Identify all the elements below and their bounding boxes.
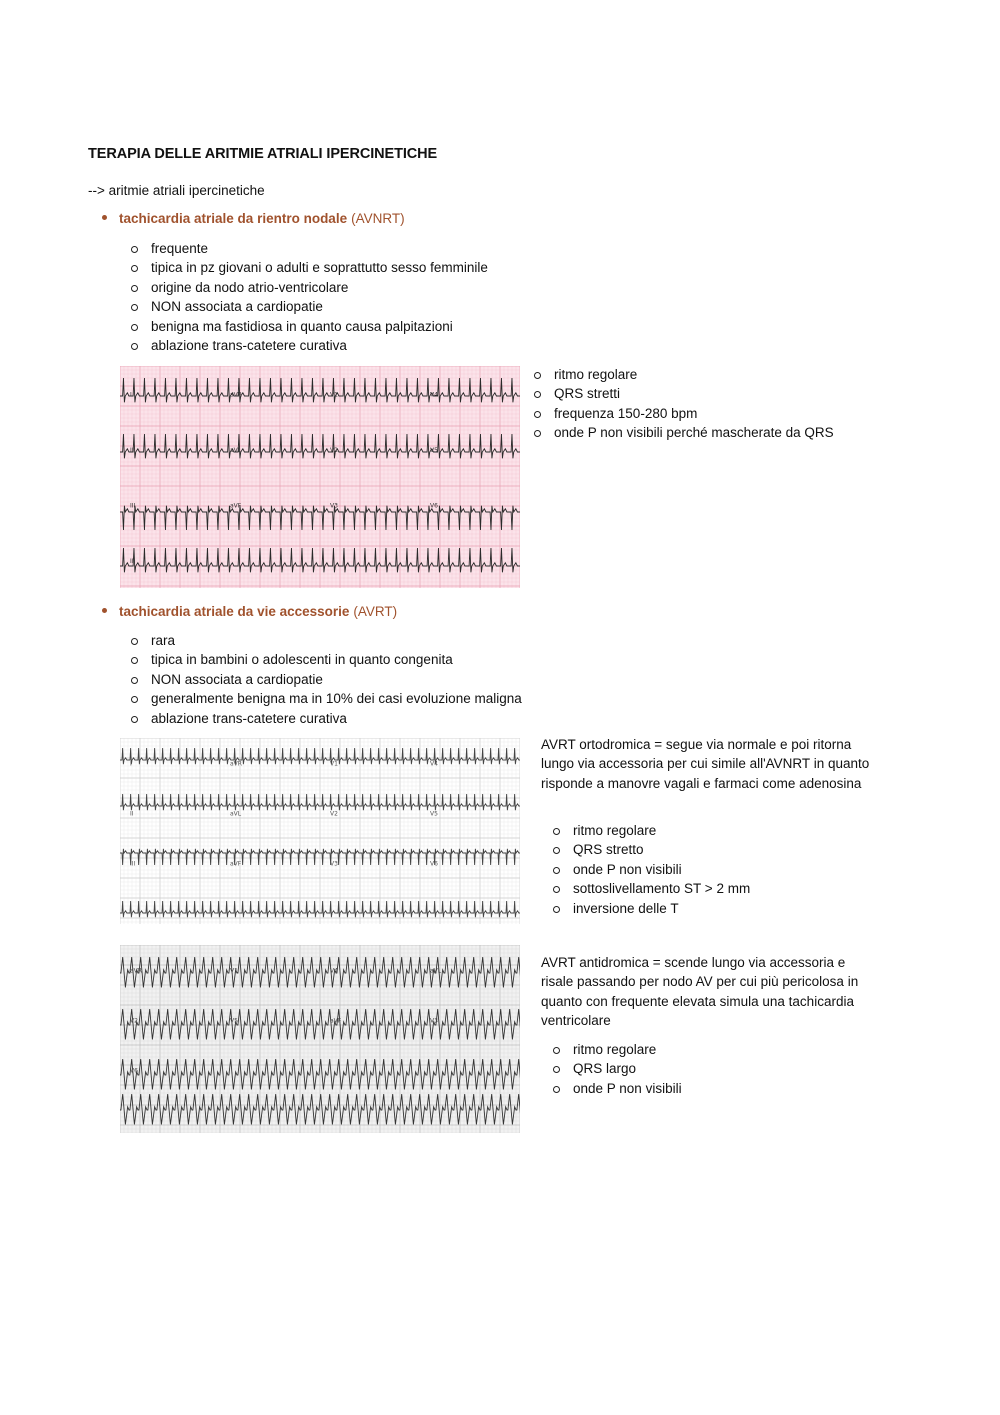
list-item: ritmo regolare xyxy=(534,365,834,384)
ecg-avrt-anti-image xyxy=(120,945,520,1133)
avnrt-list xyxy=(131,239,488,355)
section-avrt-heading xyxy=(102,604,397,619)
ecg-lead-label: V6 xyxy=(430,860,438,868)
list-item: ritmo regolare xyxy=(553,821,750,840)
list-item: generalmente benigna ma in 10% dei casi evoluzione maligna xyxy=(131,689,522,708)
ecg-lead-label: V2 xyxy=(330,810,338,818)
list-item: tipica in pz giovani o adulti e soprattutto sesso femminile xyxy=(131,258,488,277)
section-heading-text: tachicardia atriale da rientro nodale xyxy=(119,211,348,226)
ecg-lead-label: II xyxy=(130,810,134,818)
ecg-lead-label: V3 xyxy=(330,502,338,510)
list-item: QRS largo xyxy=(553,1059,682,1078)
ecg-lead-label: V5 xyxy=(430,447,438,455)
ecg-lead-label: V4 xyxy=(430,760,438,768)
list-item: frequente xyxy=(131,239,488,258)
page-title: TERAPIA DELLE ARITMIE ATRIALI IPERCINETICHE xyxy=(88,146,438,162)
intro-line: --> aritmie atriali ipercinetiche xyxy=(88,183,265,198)
ecg-lead-label: V4 xyxy=(430,391,438,399)
list-item: onde P non visibili perché mascherate da QRS xyxy=(534,423,834,442)
ecg-lead-label: V4 xyxy=(330,967,338,975)
list-item: benigna ma fastidiosa in quanto causa palpitazioni xyxy=(131,317,488,336)
ecg-lead-label: V5 xyxy=(230,1017,238,1025)
ecg-lead-label: V1 xyxy=(330,391,338,399)
ecg-lead-label: aVF xyxy=(230,860,242,868)
bullet-icon xyxy=(102,608,107,613)
ecg-grid xyxy=(120,738,520,924)
ecg-lead-label: aVL xyxy=(430,967,442,975)
ecg-lead-label: V6 xyxy=(430,502,438,510)
ecg-lead-label: III xyxy=(130,860,136,868)
list-item: onde P non visibili xyxy=(553,860,750,879)
ecg-avnrt-image xyxy=(120,366,520,588)
ecg-lead-label: II xyxy=(130,447,134,455)
list-item: NON associata a cardiopatie xyxy=(131,670,522,689)
ecg-lead-label: V3 xyxy=(330,860,338,868)
section-heading-text: tachicardia atriale da vie accessorie xyxy=(119,604,350,619)
ecg-lead-label: III xyxy=(130,502,136,510)
list-item: sottoslivellamento ST > 2 mm xyxy=(553,879,750,898)
bullet-icon xyxy=(102,215,107,220)
ecg-avrt-ortho-image xyxy=(120,738,520,924)
ecg-lead-label: aVL xyxy=(230,810,242,818)
ecg-lead-label: V5 xyxy=(430,810,438,818)
list-item: ablazione trans-catetere curativa xyxy=(131,709,522,728)
section-abbr: (AVRT) xyxy=(353,604,398,619)
ecg-lead-label: V2 xyxy=(130,1017,138,1025)
ecg-lead-label: aVR xyxy=(230,391,242,399)
list-item: NON associata a cardiopatie xyxy=(131,297,488,316)
list-item: QRS stretti xyxy=(534,384,834,403)
list-item: origine da nodo atrio-ventricolare xyxy=(131,278,488,297)
ecg-lead-label: aVL xyxy=(230,447,242,455)
ecg-lead-label: I xyxy=(130,760,132,768)
list-item: rara xyxy=(131,631,522,650)
ecg-lead-label: II xyxy=(130,558,134,566)
avrt-list xyxy=(131,631,522,728)
list-item: onde P non visibili xyxy=(553,1079,682,1098)
ecg-lead-label: aVR xyxy=(230,760,242,768)
ecg-lead-label: aVR xyxy=(130,967,142,975)
list-item: QRS stretto xyxy=(553,840,750,859)
ecg-lead-label: V2 xyxy=(330,447,338,455)
ecg-lead-label: V1 xyxy=(230,967,238,975)
ortho-description: AVRT ortodromica = segue via normale e poi ritorna lungo via accessoria per cui simile all'AVNRT in quanto risponde a manovre vagali e farmaci come adenosina xyxy=(541,737,870,791)
ecg-lead-label: V3 xyxy=(430,1017,438,1025)
list-item: inversione delle T xyxy=(553,899,750,918)
list-item: tipica in bambini o adolescenti in quanto congenita xyxy=(131,650,522,669)
section-avnrt-heading xyxy=(102,211,405,226)
ecg-lead-label: aVF xyxy=(330,1017,342,1025)
list-item: ritmo regolare xyxy=(553,1040,682,1059)
ortho-list xyxy=(553,821,750,918)
ecg-lead-label: aVF xyxy=(230,502,242,510)
ecg-lead-label: I xyxy=(130,391,132,399)
list-item: frequenza 150-280 bpm xyxy=(534,404,834,423)
avnrt-ecg-list xyxy=(534,365,834,443)
list-item: ablazione trans-catetere curativa xyxy=(131,336,488,355)
anti-list xyxy=(553,1040,682,1098)
ecg-lead-label: V6 xyxy=(130,1067,138,1075)
anti-description: AVRT antidromica = scende lungo via accessoria e risale passando per nodo AV per cui più pericolosa in quanto con frequente elevata simula una tachicardia ventricolare xyxy=(541,955,859,1029)
section-abbr: (AVNRT) xyxy=(351,211,405,226)
ecg-lead-label: V1 xyxy=(330,760,338,768)
